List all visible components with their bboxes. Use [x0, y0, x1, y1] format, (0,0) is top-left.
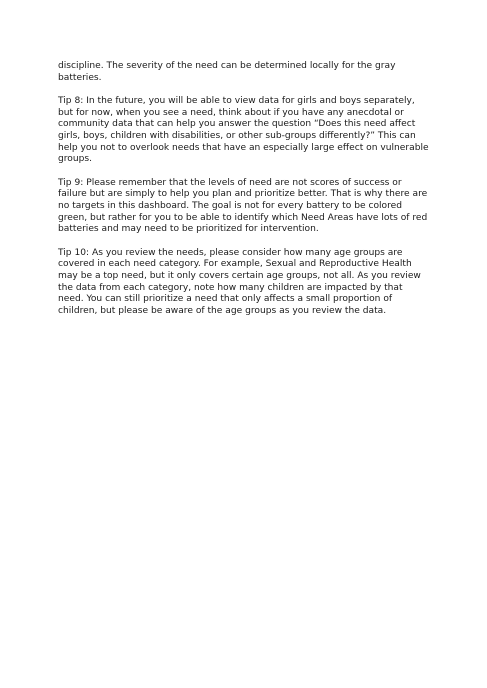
paragraph-tip-9: [58, 178, 430, 236]
text-line: Tip 10: As you review the needs, please consider how many age groups are: [58, 247, 403, 258]
paragraph-tip-8: [58, 96, 430, 166]
text-line: need. You can still prioritize a need that only affects a small proportion of: [58, 294, 393, 305]
document-body: [58, 61, 430, 329]
text-line: covered in each need category. For example, Sexual and Reproductive Health: [58, 259, 412, 270]
text-line: discipline. The severity of the need can be determined locally for the gray: [58, 61, 396, 71]
text-line: may be a top need, but it only covers certain age groups, not all. As you review: [58, 270, 421, 281]
text-line: the data from each category, note how many children are impacted by that: [58, 282, 403, 293]
text-line: batteries and may need to be prioritized for intervention.: [58, 224, 319, 235]
text-line: but for now, when you see a need, think about if you have any anecdotal or: [58, 107, 404, 118]
text-line: green, but rather for you to be able to identify which Need Areas have lots of red: [58, 212, 428, 223]
text-line: community data that can help you answer the question “Does this need affect: [58, 119, 416, 130]
text-line: batteries.: [58, 72, 102, 83]
text-line: children, but please be aware of the age groups as you review the data.: [58, 305, 387, 316]
text-line: help you not to overlook needs that have an especially large effect on vulnerable: [58, 142, 429, 153]
paragraph-intro: [58, 61, 430, 84]
text-line: no targets in this dashboard. The goal is not for every battery to be colored: [58, 200, 403, 211]
text-line: failure but are simply to help you plan and prioritize better. That is why there are: [58, 189, 428, 200]
text-line: Tip 8: In the future, you will be able to view data for girls and boys separately,: [58, 96, 415, 107]
text-line: groups.: [58, 154, 93, 165]
text-line: Tip 9: Please remember that the levels of need are not scores of success or: [58, 177, 402, 188]
paragraph-tip-10: [58, 248, 430, 318]
text-line: girls, boys, children with disabilities, or other sub-groups differently?” This can: [58, 130, 416, 141]
